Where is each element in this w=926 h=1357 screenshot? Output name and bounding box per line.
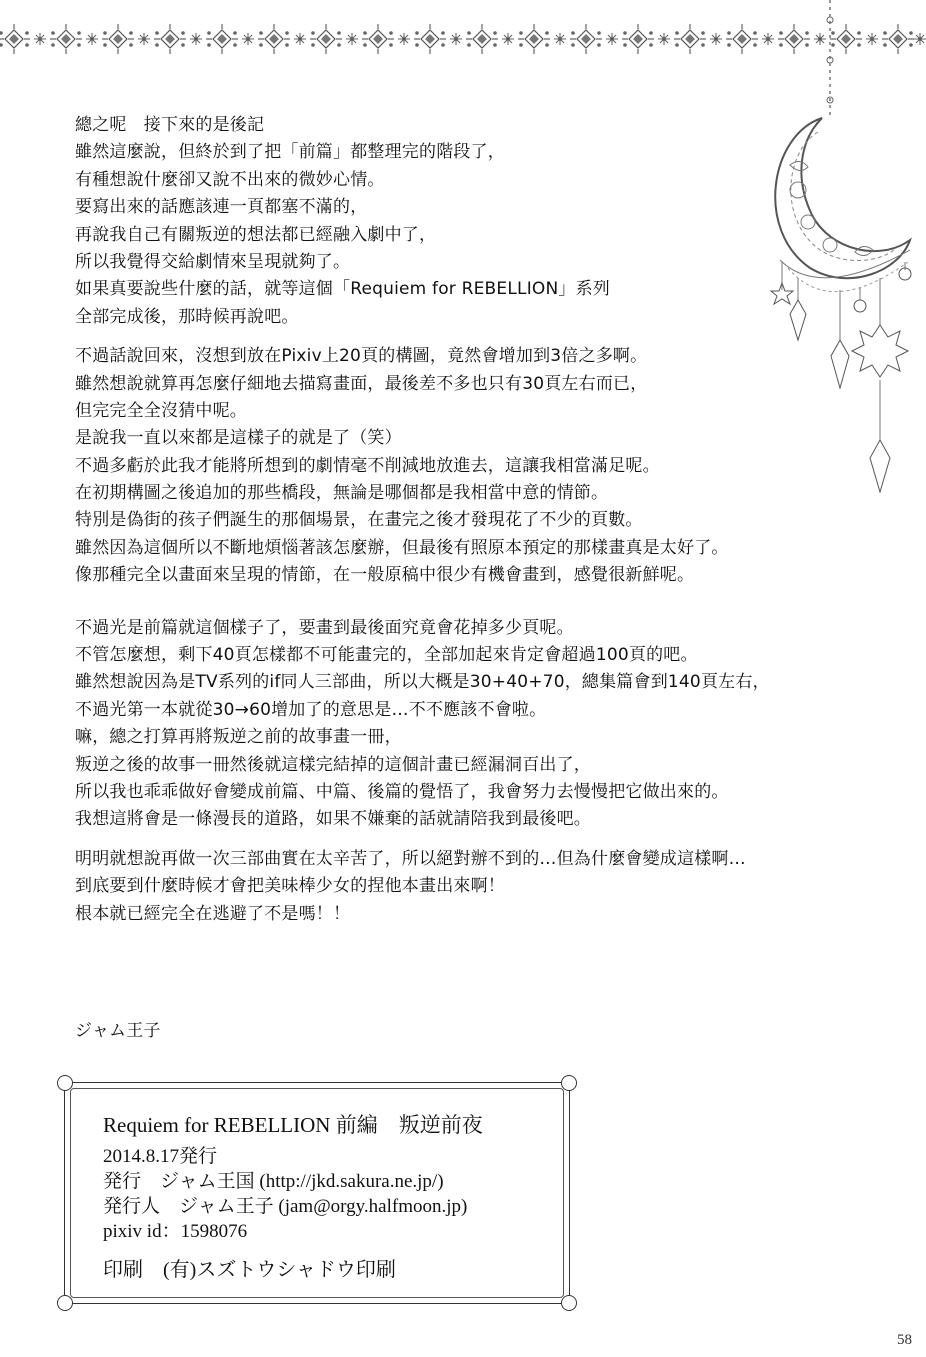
text-line: 明明就想說再做一次三部曲實在太辛苦了，所以絕對辦不到的…但為什麼會變成這樣啊…	[75, 848, 746, 869]
text-line: 嘛，總之打算再將叛逆之前的故事畫一冊，	[75, 727, 402, 748]
text-line: 不過光是前篇就這個樣子了，要畫到最後面究竟會花掉多少頁呢。	[75, 617, 574, 638]
colophon-title: Requiem for REBELLION 前編 叛逆前夜	[103, 1113, 483, 1137]
colophon-date: 2014.8.17発行	[103, 1146, 218, 1167]
afterword-paragraph	[75, 112, 815, 331]
text-line: 雖然想說因為是TV系列的if同人三部曲，所以大概是30+40+70，總集篇會到140頁左右，	[75, 672, 770, 693]
text-line: 再說我自己有關叛逆的想法都已經融入劇中了，	[75, 224, 437, 245]
text-line: 雖然這麼說，但終於到了把「前篇」都整理完的階段了，	[75, 142, 505, 163]
text-line: 像那種完全以畫面來呈現的情節，在一般原稿中很少有機會畫到，感覺很新鮮呢。	[75, 565, 695, 586]
text-line: 全部完成後，那時候再說吧。	[75, 306, 299, 327]
afterword	[75, 112, 815, 1045]
text-line: 總之呢 接下來的是後記	[75, 115, 265, 135]
text-line: 不過光第一本就從30→60增加了的意思是…不不應該不會啦。	[75, 699, 547, 720]
text-line: 不過多虧於此我才能將所想到的劇情毫不削減地放進去，這讓我相當滿足呢。	[75, 455, 660, 476]
page-number: 58	[897, 1332, 912, 1348]
text-line: 在初期構圖之後追加的那些橋段，無論是哪個都是我相當中意的情節。	[75, 483, 609, 504]
author-signature: ジャム王子	[75, 1020, 161, 1041]
colophon-pixiv-id: pixiv id：1598076	[103, 1221, 248, 1242]
text-line: 雖然因為這個所以不斷地煩惱著該怎麼辦，但最後有照原本預定的那樣畫真是太好了。	[75, 537, 729, 558]
text-line: 不管怎麼想，剩下40頁怎樣都不可能畫完的，全部加起來肯定會超過100頁的吧。	[75, 645, 698, 666]
colophon-box	[64, 1082, 570, 1304]
text-line: 特別是偽街的孩子們誕生的那個場景，在畫完之後才發現花了不少的頁數。	[75, 510, 643, 531]
text-line: 所以我也乖乖做好會變成前篇、中篇、後篇的覺悟了，我會努力去慢慢把它做出來的。	[75, 781, 729, 802]
text-line: 如果真要說些什麼的話，就等這個「Requiem for REBELLION」系列	[75, 279, 611, 300]
afterword-paragraph	[75, 343, 815, 590]
text-line: 根本就已經完全在逃避了不是嗎！！	[75, 903, 351, 924]
text-line: 有種想說什麼卻又說不出來的微妙心情。	[75, 169, 385, 190]
text-line: 所以我覺得交給劇情來呈現就夠了。	[75, 251, 351, 272]
colophon-author: 発行人 ジャム王子 (jam@orgy.halfmoon.jp)	[103, 1196, 468, 1217]
text-line: 叛逆之後的故事一冊然後就這樣完結掉的這個計畫已經漏洞百出了，	[75, 754, 591, 775]
text-line: 雖然想說就算再怎麼仔細地去描寫畫面，最後差不多也只有30頁左右而已，	[75, 373, 648, 394]
colophon-printer: 印刷 (有)スズトウシャドウ印刷	[103, 1259, 396, 1281]
text-line: 我想這將會是一條漫長的道路，如果不嫌棄的話就請陪我到最後吧。	[75, 809, 591, 830]
colophon-publisher: 発行 ジャム王国 (http://jkd.sakura.ne.jp/)	[103, 1171, 444, 1192]
afterword-paragraph	[75, 615, 815, 834]
text-line: 到底要到什麼時候才會把美味棒少女的捏他本畫出來啊！	[75, 876, 505, 897]
afterword-paragraph	[75, 846, 815, 928]
text-line: 是說我一直以來都是這樣子的就是了（笑）	[75, 428, 402, 449]
text-line: 不過話說回來，沒想到放在Pixiv上20頁的構圖，竟然會增加到3倍之多啊。	[75, 346, 648, 367]
text-line: 但完完全全沒猜中呢。	[75, 400, 247, 421]
text-line: 要寫出來的話應該連一頁都塞不滿的，	[75, 197, 368, 218]
